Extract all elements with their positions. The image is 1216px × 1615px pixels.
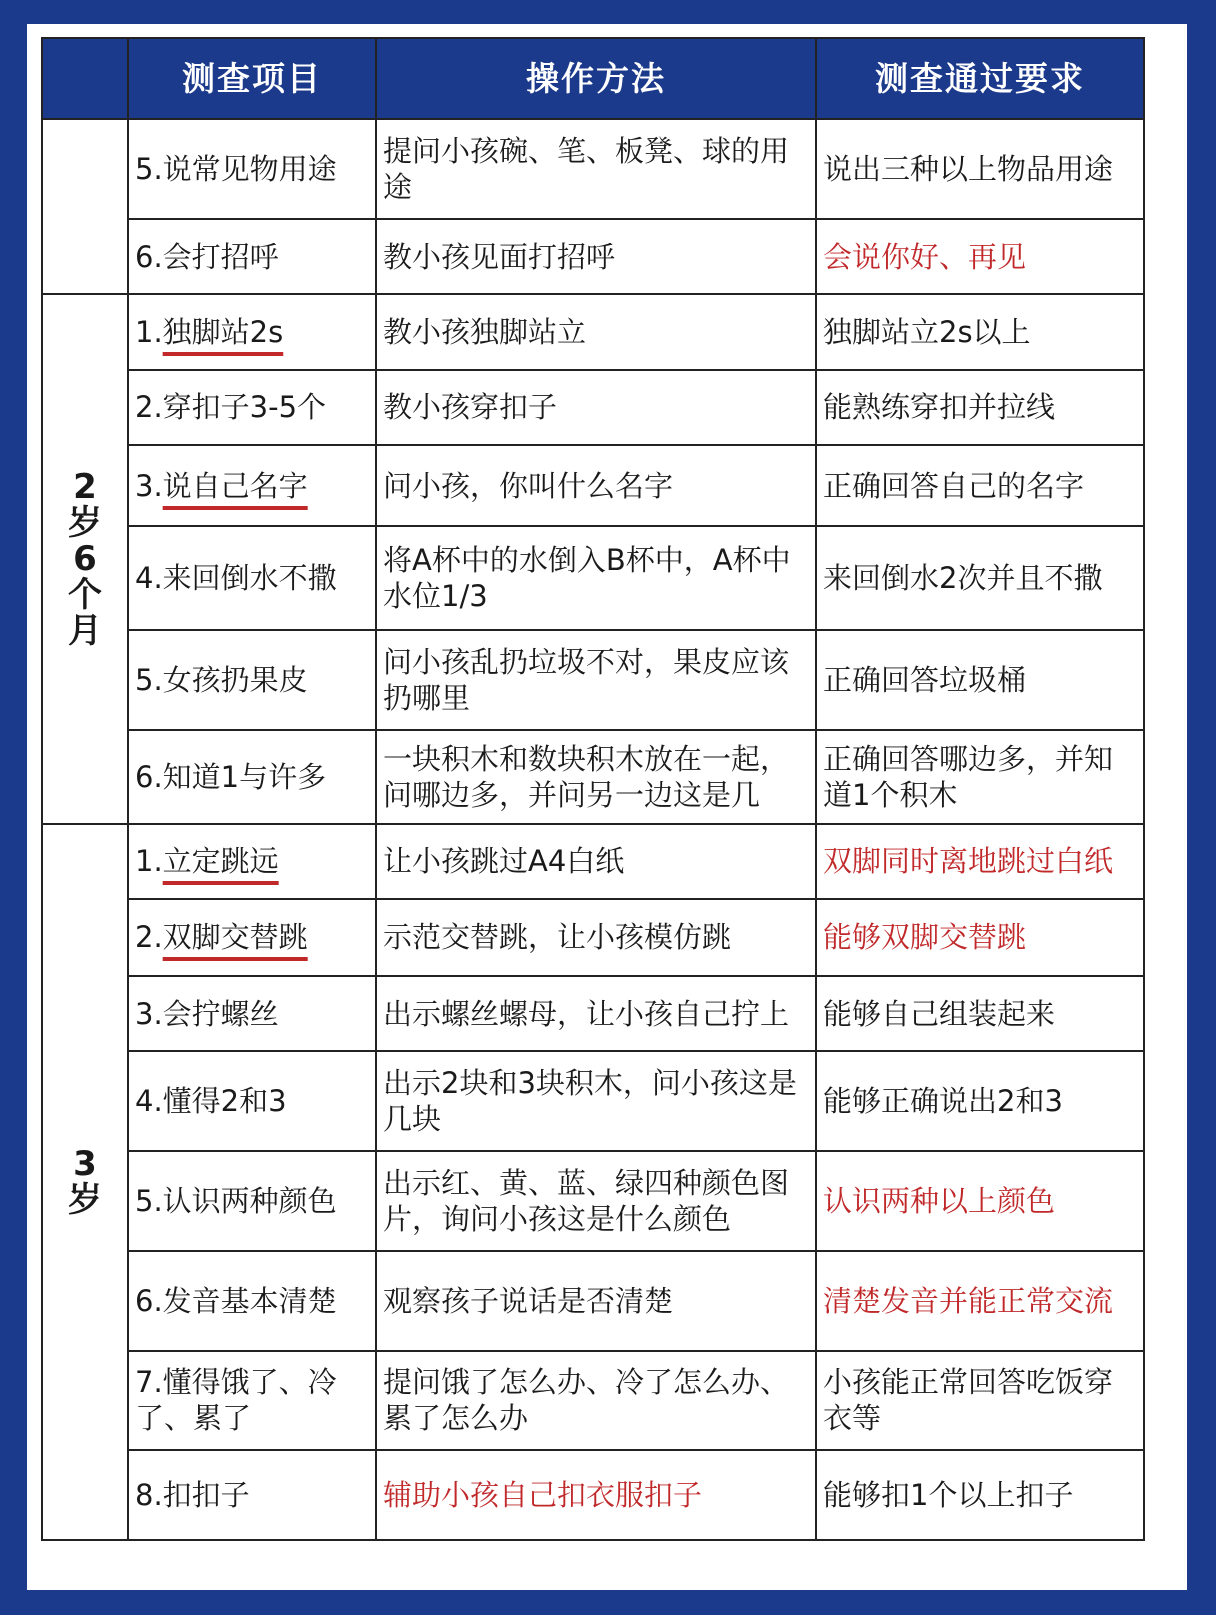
requirement-cell: 说出三种以上物品用途 xyxy=(816,119,1144,219)
table-row xyxy=(42,1351,1144,1451)
table-row xyxy=(42,730,1144,824)
item-underlined-text: 独脚站2s xyxy=(162,315,284,350)
table-row xyxy=(42,976,1144,1051)
item-underlined-text: 双脚交替跳 xyxy=(162,920,308,955)
development-test-table xyxy=(41,37,1145,1541)
item-cell: 6.发音基本清楚 xyxy=(128,1251,376,1351)
table-card xyxy=(27,24,1187,1590)
age-char: 月 xyxy=(68,610,102,651)
table-row xyxy=(42,1251,1144,1351)
table-row xyxy=(42,219,1144,294)
requirement-cell: 来回倒水2次并且不撒 xyxy=(816,526,1144,630)
requirement-cell: 小孩能正常回答吃饭穿衣等 xyxy=(816,1351,1144,1451)
item-cell: 5.女孩扔果皮 xyxy=(128,630,376,730)
item-number: 2. xyxy=(135,920,163,955)
method-cell: 教小孩穿扣子 xyxy=(376,370,816,445)
age-char: 岁 xyxy=(68,1179,102,1220)
header-requirement: 测查通过要求 xyxy=(816,38,1144,119)
method-cell: 教小孩见面打招呼 xyxy=(376,219,816,294)
item-cell: 8.扣扣子 xyxy=(128,1450,376,1540)
table-row xyxy=(42,630,1144,730)
age-char: 3 xyxy=(73,1143,97,1184)
requirement-cell: 能够正确说出2和3 xyxy=(816,1051,1144,1151)
item-underlined-text: 说自己名字 xyxy=(162,468,308,503)
method-cell: 出示红、黄、蓝、绿四种颜色图片，询问小孩这是什么颜色 xyxy=(376,1151,816,1251)
item-cell: 3.会拧螺丝 xyxy=(128,976,376,1051)
item-cell: 4.来回倒水不撒 xyxy=(128,526,376,630)
table-row xyxy=(42,445,1144,526)
table-row xyxy=(42,899,1144,976)
requirement-cell-highlight: 认识两种以上颜色 xyxy=(816,1151,1144,1251)
method-cell: 问小孩，你叫什么名字 xyxy=(376,445,816,526)
header-row xyxy=(42,38,1144,119)
age-char: 个 xyxy=(68,574,102,615)
method-cell: 将A杯中的水倒入B杯中，A杯中水位1/3 xyxy=(376,526,816,630)
item-cell: 7.懂得饿了、冷了、累了 xyxy=(128,1351,376,1451)
table-row xyxy=(42,119,1144,219)
requirement-cell: 正确回答垃圾桶 xyxy=(816,630,1144,730)
item-cell: 5.认识两种颜色 xyxy=(128,1151,376,1251)
age-cell-2y6m xyxy=(42,294,128,823)
method-cell: 让小孩跳过A4白纸 xyxy=(376,824,816,899)
table-row xyxy=(42,294,1144,369)
method-cell: 出示2块和3块积木，问小孩这是几块 xyxy=(376,1051,816,1151)
item-number: 1. xyxy=(135,315,163,350)
item-number: 1. xyxy=(135,844,163,879)
header-item: 测查项目 xyxy=(128,38,376,119)
item-cell: 5.说常见物用途 xyxy=(128,119,376,219)
item-cell: 6.知道1与许多 xyxy=(128,730,376,824)
item-cell: 2.穿扣子3-5个 xyxy=(128,370,376,445)
requirement-cell-highlight: 能够双脚交替跳 xyxy=(816,899,1144,976)
method-cell-highlight: 辅助小孩自己扣衣服扣子 xyxy=(376,1450,816,1540)
requirement-cell: 能够自己组装起来 xyxy=(816,976,1144,1051)
age-cell-3y xyxy=(42,824,128,1540)
item-cell xyxy=(128,294,376,369)
item-cell: 6.会打招呼 xyxy=(128,219,376,294)
table-row xyxy=(42,824,1144,899)
age-char: 6 xyxy=(73,538,97,579)
item-cell: 4.懂得2和3 xyxy=(128,1051,376,1151)
header-corner xyxy=(42,38,128,119)
requirement-cell: 正确回答自己的名字 xyxy=(816,445,1144,526)
table-row xyxy=(42,370,1144,445)
requirement-cell-highlight: 会说你好、再见 xyxy=(816,219,1144,294)
table-row xyxy=(42,1051,1144,1151)
age-cell-continued xyxy=(42,119,128,294)
requirement-cell-highlight: 双脚同时离地跳过白纸 xyxy=(816,824,1144,899)
table-row xyxy=(42,1450,1144,1540)
requirement-cell: 能够扣1个以上扣子 xyxy=(816,1450,1144,1540)
requirement-cell: 正确回答哪边多，并知道1个积木 xyxy=(816,730,1144,824)
header-method: 操作方法 xyxy=(376,38,816,119)
method-cell: 一块积木和数块积木放在一起，问哪边多，并问另一边这是几 xyxy=(376,730,816,824)
method-cell: 问小孩乱扔垃圾不对，果皮应该扔哪里 xyxy=(376,630,816,730)
method-cell: 出示螺丝螺母，让小孩自己拧上 xyxy=(376,976,816,1051)
method-cell: 提问饿了怎么办、冷了怎么办、累了怎么办 xyxy=(376,1351,816,1451)
item-underlined-text: 立定跳远 xyxy=(162,844,279,879)
item-cell xyxy=(128,824,376,899)
table-row xyxy=(42,1151,1144,1251)
method-cell: 提问小孩碗、笔、板凳、球的用途 xyxy=(376,119,816,219)
method-cell: 观察孩子说话是否清楚 xyxy=(376,1251,816,1351)
method-cell: 教小孩独脚站立 xyxy=(376,294,816,369)
item-number: 3. xyxy=(135,468,163,503)
item-cell xyxy=(128,445,376,526)
method-cell: 示范交替跳，让小孩模仿跳 xyxy=(376,899,816,976)
requirement-cell: 独脚站立2s以上 xyxy=(816,294,1144,369)
item-cell xyxy=(128,899,376,976)
age-char: 2 xyxy=(73,466,97,507)
age-char: 岁 xyxy=(68,502,102,543)
requirement-cell-highlight: 清楚发音并能正常交流 xyxy=(816,1251,1144,1351)
requirement-cell: 能熟练穿扣并拉线 xyxy=(816,370,1144,445)
table-row xyxy=(42,526,1144,630)
